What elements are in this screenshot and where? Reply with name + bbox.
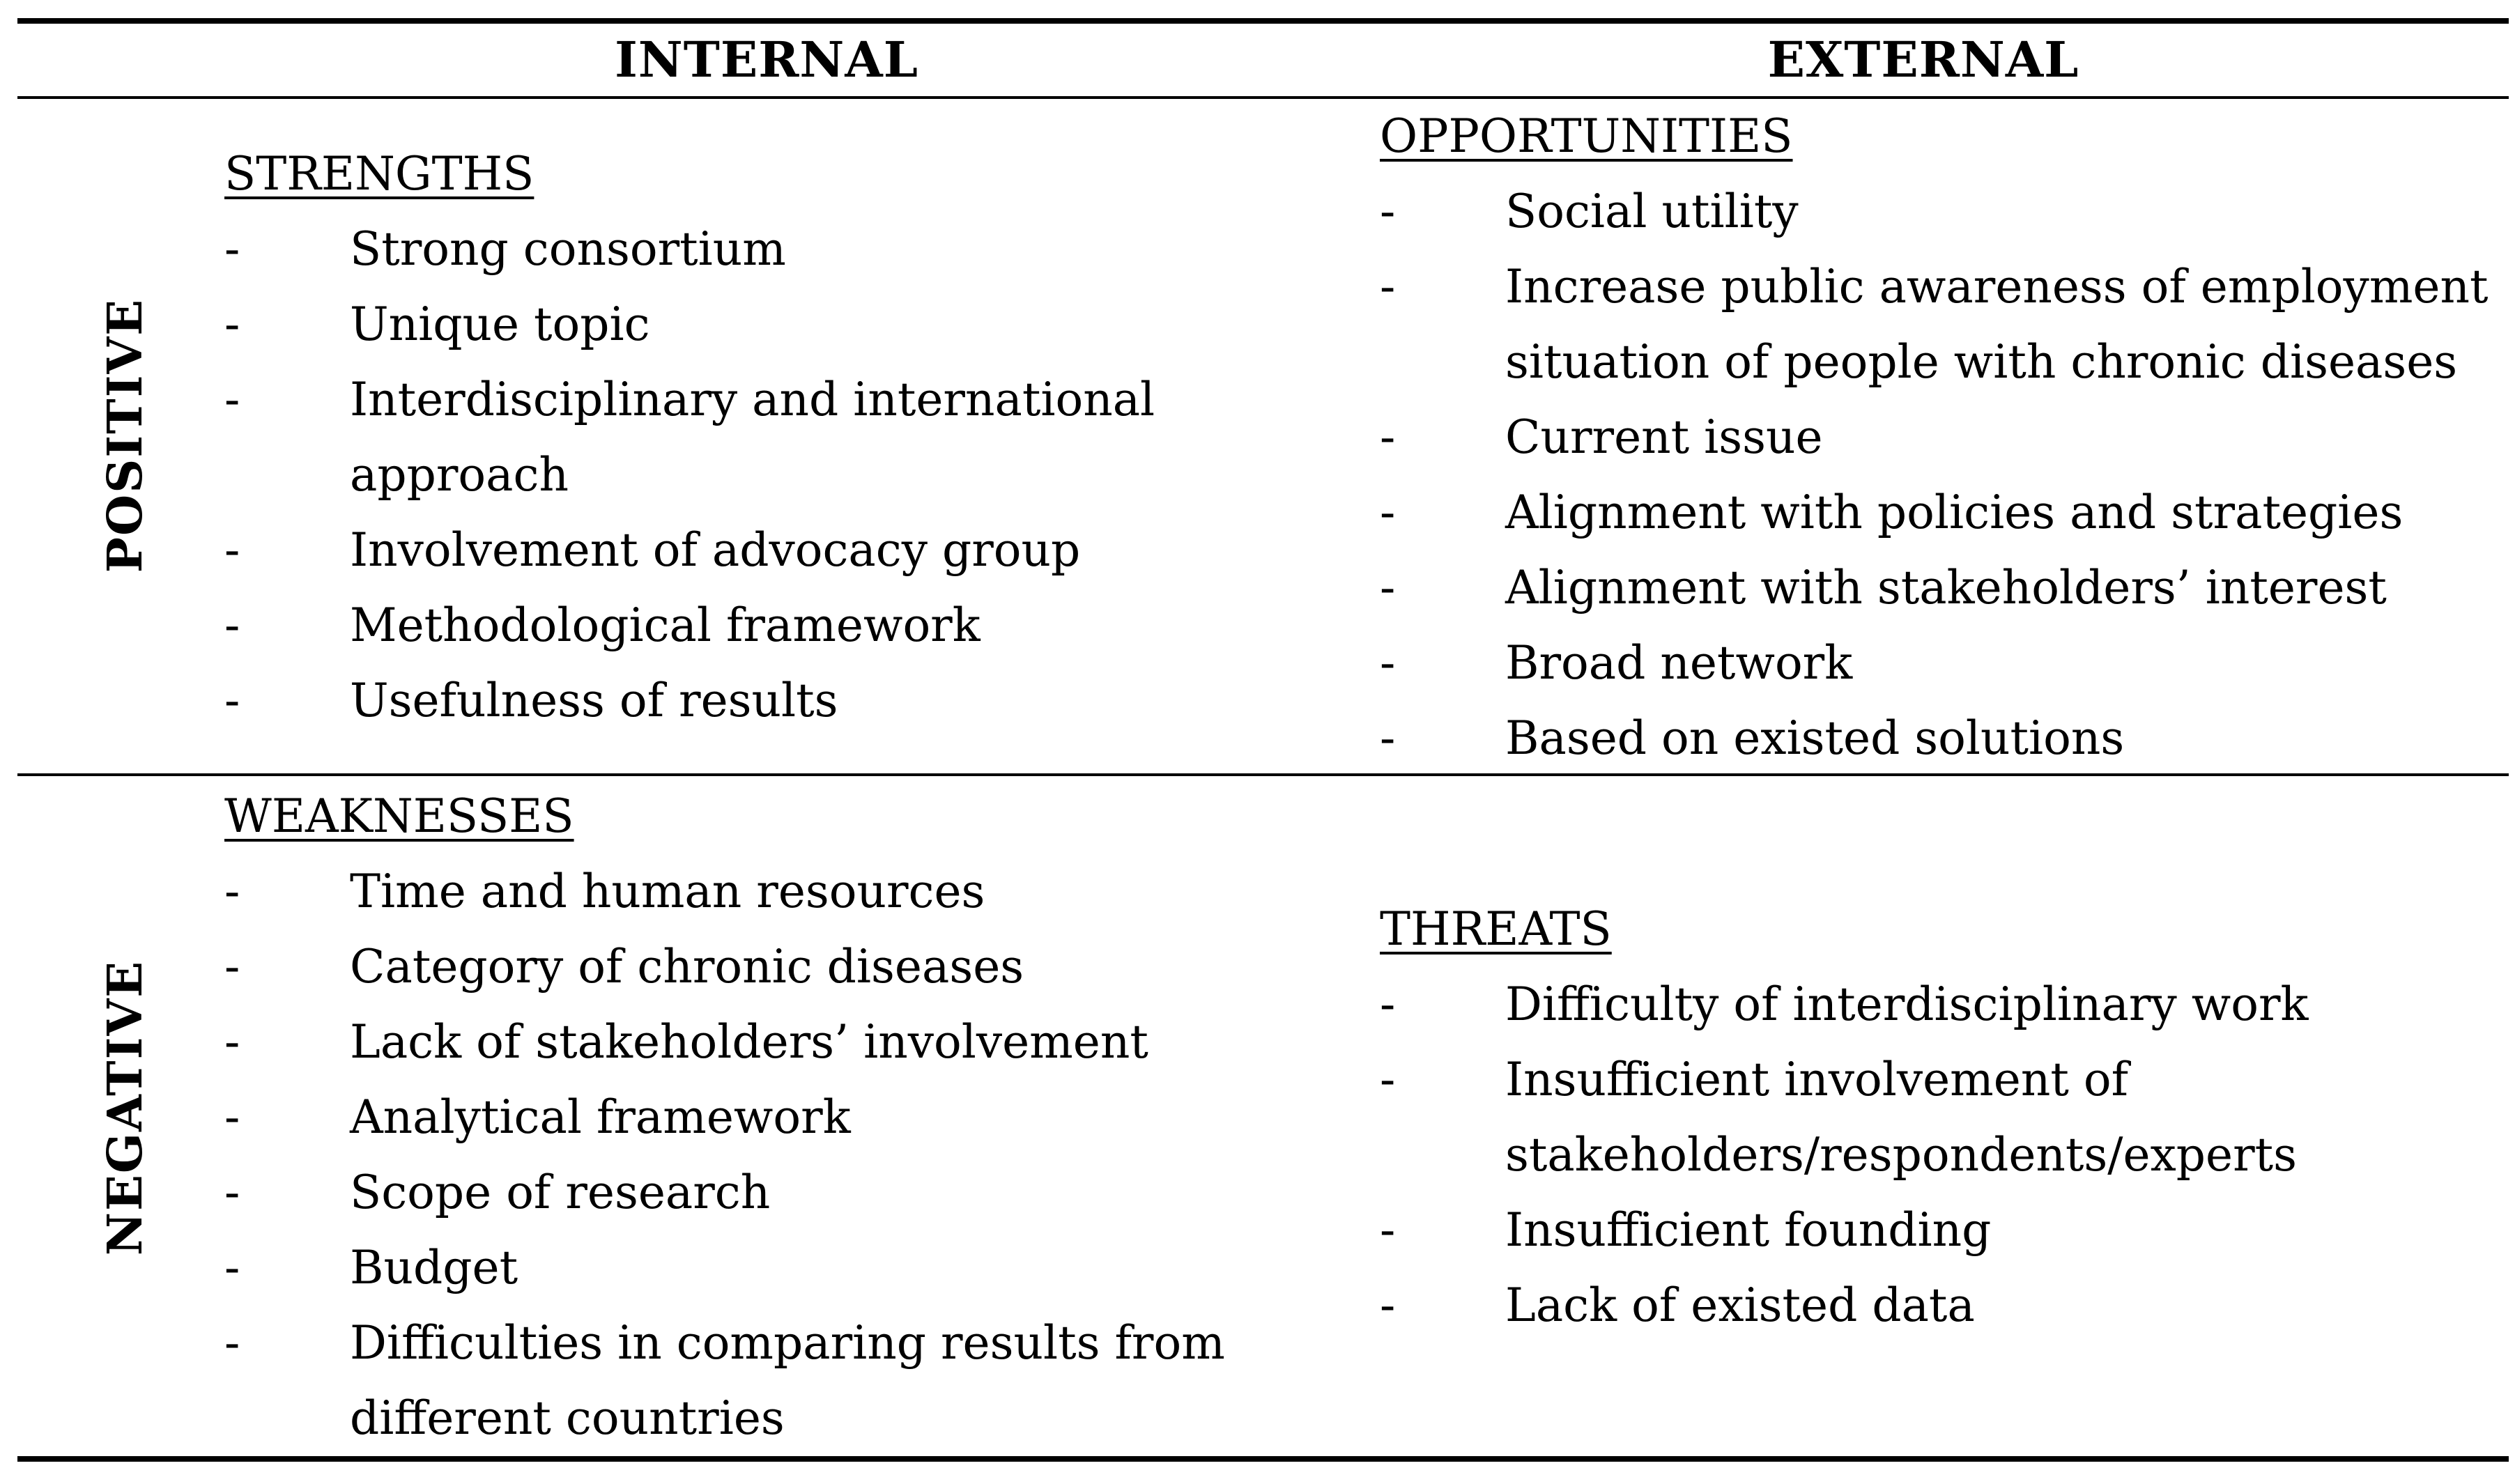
bullet-dash: - xyxy=(224,1241,240,1294)
list-item-text: Lack of stakeholders’ involvement xyxy=(350,1015,1148,1069)
quadrant-threats xyxy=(1380,892,2495,1343)
bullet-dash: - xyxy=(1380,977,1396,1031)
quadrant-opportunities xyxy=(1380,99,2495,776)
bullet-dash: - xyxy=(224,598,240,652)
list-item-text: Increase public awareness of employment situation of people with chronic diseases xyxy=(1505,260,2489,389)
list-item xyxy=(224,212,1325,287)
list-item xyxy=(1380,967,2495,1042)
list-item xyxy=(224,287,1325,362)
quadrant-title-threats: THREATS xyxy=(1380,902,1612,956)
list-item xyxy=(1380,1193,2495,1268)
list-item-text: Alignment with policies and strategies xyxy=(1505,486,2404,539)
list-item-text: Lack of existed data xyxy=(1505,1278,1975,1332)
list-item xyxy=(224,929,1325,1005)
bullet-dash: - xyxy=(1380,1278,1396,1332)
column-header-external: EXTERNAL xyxy=(1767,31,2079,88)
bullet-dash: - xyxy=(224,1015,240,1069)
list-item-text: Budget xyxy=(350,1241,518,1294)
bullet-dash: - xyxy=(224,1166,240,1219)
bullet-dash: - xyxy=(224,523,240,577)
list-item-text: Interdisciplinary and international approach xyxy=(350,373,1155,502)
list-item-text: Involvement of advocacy group xyxy=(350,523,1081,577)
bullet-dash: - xyxy=(1380,185,1396,238)
bullet-dash: - xyxy=(224,674,240,727)
list-item xyxy=(224,513,1325,588)
list-item xyxy=(224,854,1325,929)
quadrant-title-strengths: STRENGTHS xyxy=(224,147,534,201)
list-item-text: Broad network xyxy=(1505,636,1853,690)
list-item xyxy=(1380,174,2495,249)
list-item-text: Strong consortium xyxy=(350,222,786,276)
list-item-text: Difficulties in comparing results from different countries xyxy=(350,1316,1225,1445)
bullet-dash: - xyxy=(224,1090,240,1144)
list-item-text: Analytical framework xyxy=(350,1090,851,1144)
bullet-dash: - xyxy=(1380,1053,1396,1106)
list-item-text: Alignment with stakeholders’ interest xyxy=(1505,561,2387,615)
row-label-negative: NEGATIVE xyxy=(98,959,153,1256)
list-item-text: Methodological framework xyxy=(350,598,980,652)
list-item xyxy=(224,1080,1325,1155)
quadrant-weaknesses xyxy=(224,779,1325,1456)
list-item xyxy=(1380,1042,2495,1193)
row-label-positive: POSITIVE xyxy=(98,297,153,573)
list-item-text: Insufficient founding xyxy=(1505,1203,1992,1257)
list-item xyxy=(1380,249,2495,400)
bullet-dash: - xyxy=(224,1316,240,1370)
bullet-dash: - xyxy=(1380,561,1396,615)
list-item xyxy=(1380,701,2495,776)
list-item xyxy=(1380,475,2495,550)
list-item xyxy=(224,663,1325,739)
list-item-text: Usefulness of results xyxy=(350,674,838,727)
list-item xyxy=(1380,550,2495,626)
table-bottom-rule xyxy=(17,1456,2509,1462)
list-item xyxy=(224,588,1325,663)
quadrant-title-opportunities: OPPORTUNITIES xyxy=(1380,109,1793,163)
list-item xyxy=(224,1005,1325,1080)
bullet-dash: - xyxy=(1380,410,1396,464)
bullet-dash: - xyxy=(224,297,240,351)
quadrant-title-weaknesses: WEAKNESSES xyxy=(224,789,574,843)
list-item xyxy=(224,362,1325,513)
quadrant-strengths xyxy=(224,137,1325,739)
list-item-text: Social utility xyxy=(1505,185,1799,238)
bullet-dash: - xyxy=(1380,1203,1396,1257)
column-header-internal: INTERNAL xyxy=(615,31,918,88)
list-item-text: Category of chronic diseases xyxy=(350,940,1024,994)
list-item-text: Based on existed solutions xyxy=(1505,711,2125,765)
list-item xyxy=(224,1306,1325,1456)
bullet-dash: - xyxy=(1380,260,1396,314)
bullet-dash: - xyxy=(224,222,240,276)
bullet-dash: - xyxy=(224,940,240,994)
bullet-dash: - xyxy=(224,865,240,918)
list-item xyxy=(1380,626,2495,701)
list-item-text: Scope of research xyxy=(350,1166,771,1219)
list-item-text: Insufficient involvement of stakeholders/respondents/experts xyxy=(1505,1053,2298,1182)
bullet-dash: - xyxy=(1380,711,1396,765)
bullet-dash: - xyxy=(224,373,240,426)
list-item-text: Difficulty of interdisciplinary work xyxy=(1505,977,2309,1031)
bullet-dash: - xyxy=(1380,486,1396,539)
list-item-text: Unique topic xyxy=(350,297,650,351)
table-top-rule xyxy=(17,18,2509,24)
list-item xyxy=(224,1230,1325,1306)
list-item-text: Time and human resources xyxy=(350,865,985,918)
list-item xyxy=(1380,400,2495,475)
list-item xyxy=(224,1155,1325,1230)
bullet-dash: - xyxy=(1380,636,1396,690)
list-item xyxy=(1380,1268,2495,1343)
list-item-text: Current issue xyxy=(1505,410,1823,464)
